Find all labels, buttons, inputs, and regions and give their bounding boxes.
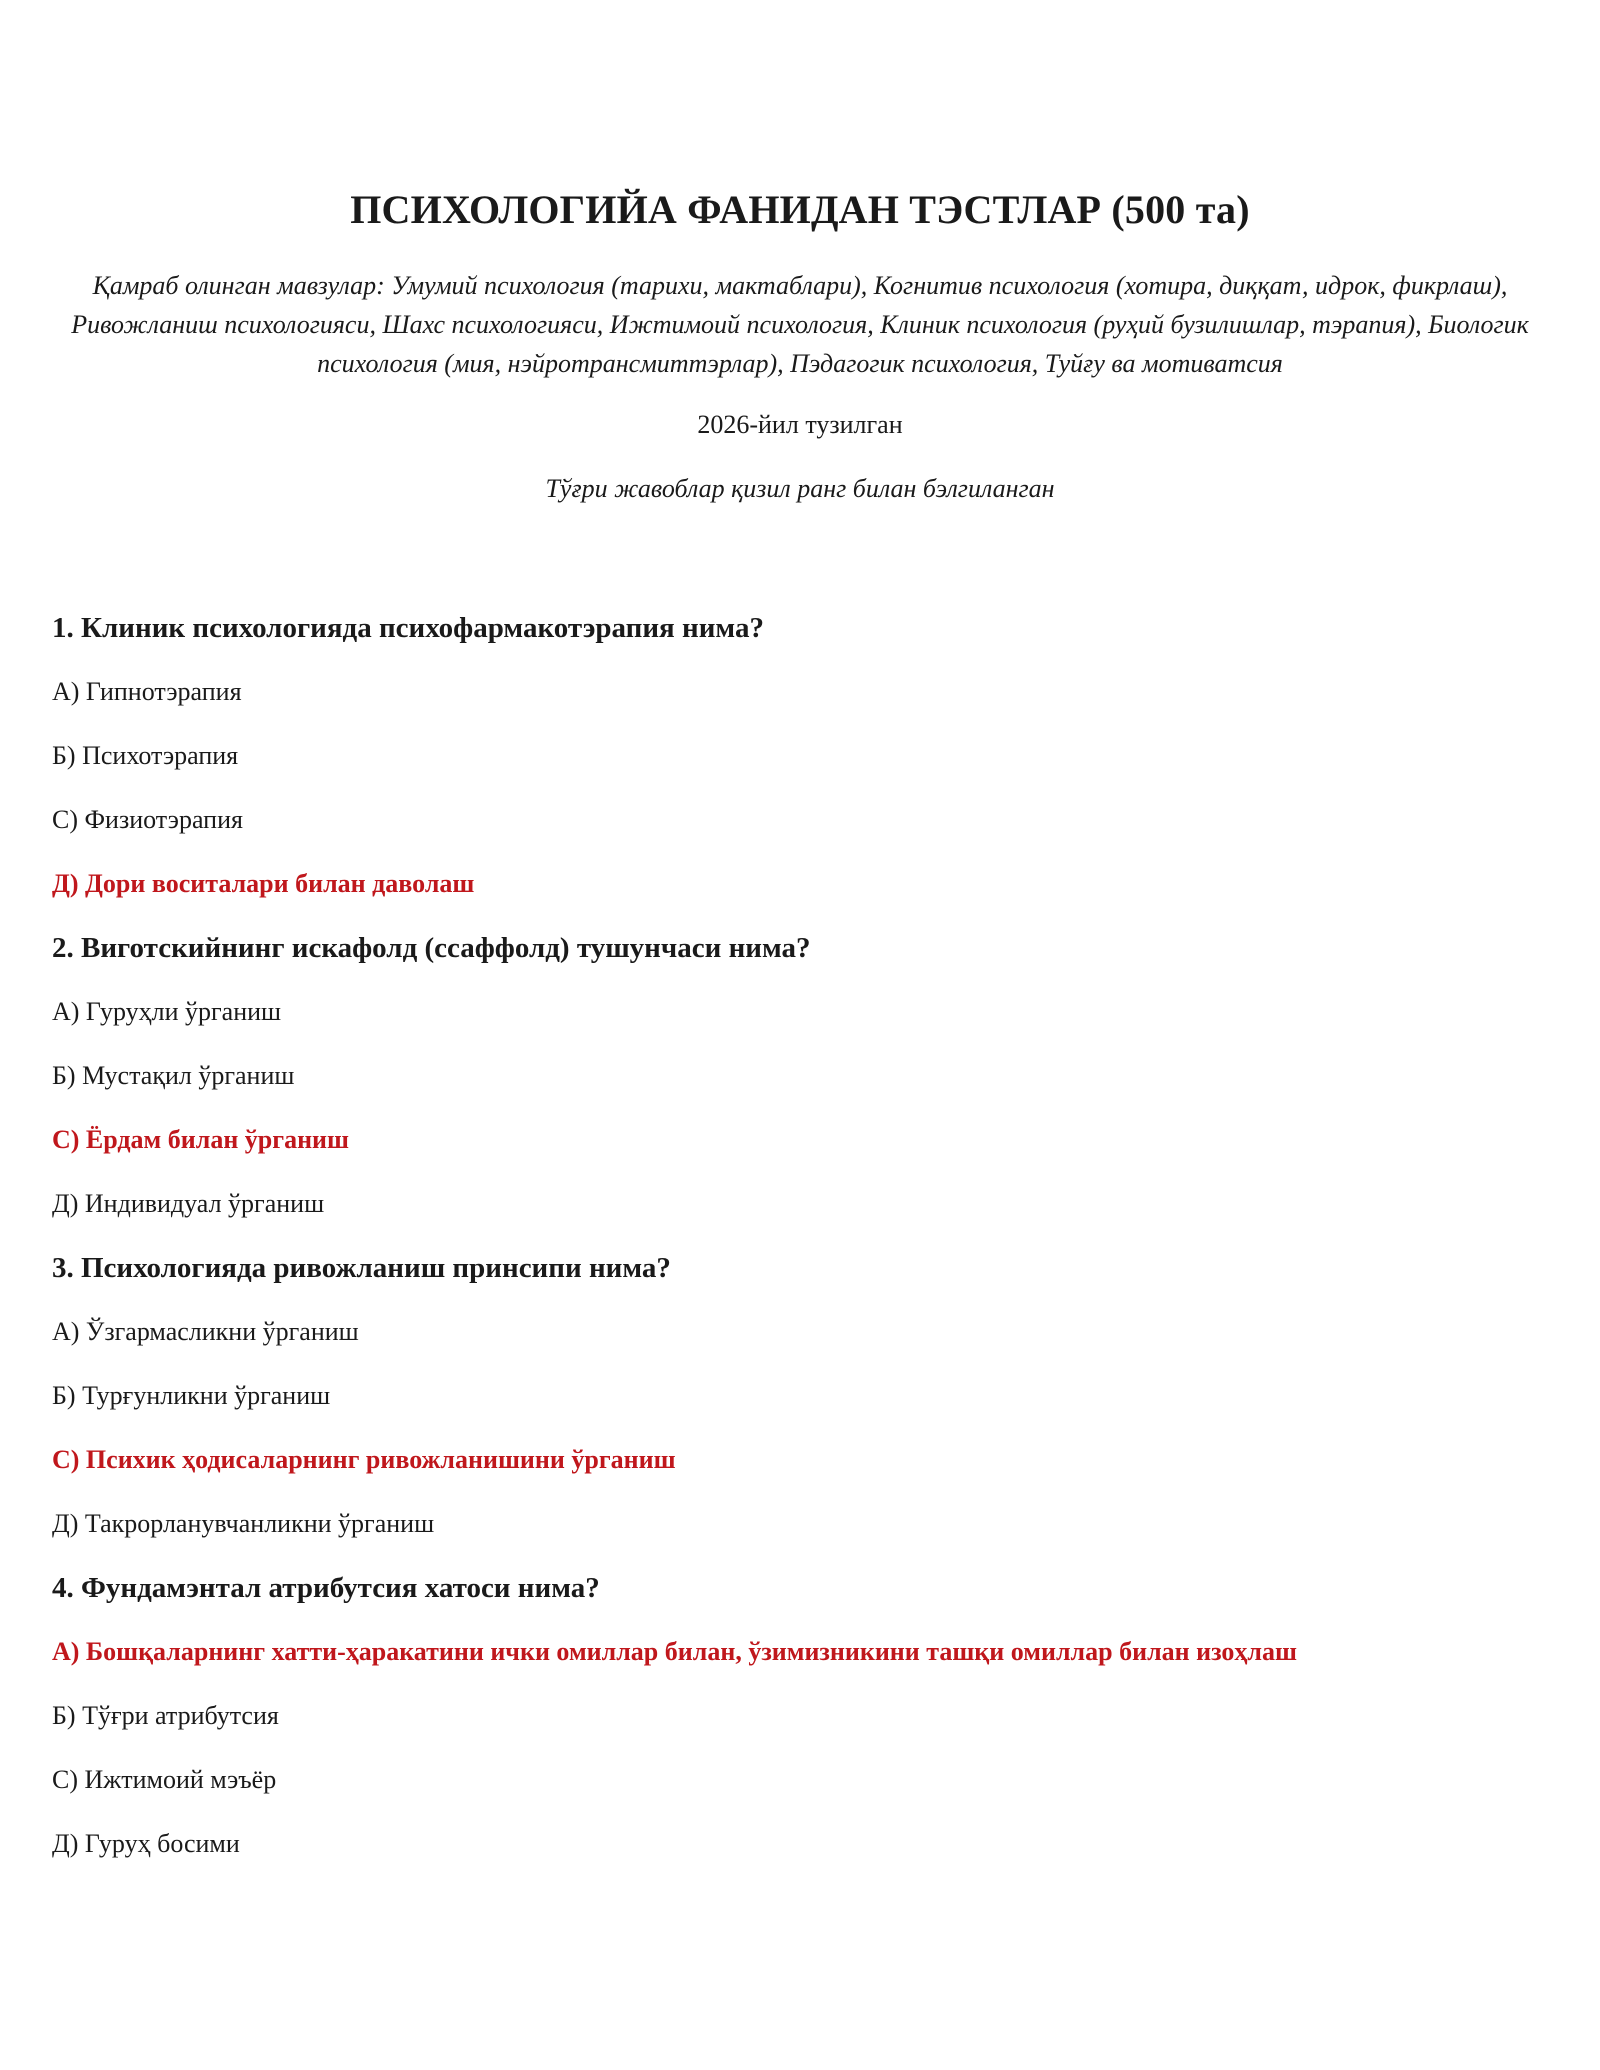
document-title: ПСИХОЛОГИЙА ФАНИДАН ТЭСТЛАР (500 та) (350, 187, 1250, 232)
answer-option: Б) Психотэрапия (52, 741, 239, 770)
question-title: 1. Клиник психологияда психофармакотэрапия нима? (52, 612, 764, 644)
question-title: 3. Психологияда ривожланиш принсипи нима? (52, 1252, 671, 1284)
answer-option: А) Гуруҳли ўрганиш (52, 997, 282, 1026)
question-block (52, 1556, 1552, 1876)
question-block (52, 1236, 1552, 1556)
answer-option-correct: С) Ёрдам билан ўрганиш (52, 1125, 349, 1154)
document-note: Тўғри жавоблар қизил ранг билан бэлгиланган (545, 474, 1055, 503)
answer-option-correct: С) Психик ҳодисаларнинг ривожланишини ўрганиш (52, 1445, 676, 1474)
answer-option: Б) Тўғри атрибутсия (52, 1701, 279, 1730)
question-title: 2. Виготскийнинг искафолд (ссаффолд) тушунчаси нима? (52, 932, 811, 964)
document-subtitle: Қамраб олинган мавзулар: Умумий психология (тарихи, мактаблари), Когнитив психология (хотира, диққат, идрок, фикрлаш), Ривожланиш психологияси, Шахс психологияси, Ижтимоий психология, Клиник психология (руҳий бузилишлар, тэрапия), Биологик психология (мия, нэйротрансмиттэрлар), Пэдагогик психология, Туйғу ва мотиватсия (71, 271, 1529, 378)
answer-option: С) Ижтимоий мэъёр (52, 1765, 277, 1794)
answer-option-correct: А) Бошқаларнинг хатти-ҳаракатини ички омиллар билан, ўзимизникини ташқи омиллар билан изоҳлаш (52, 1637, 1297, 1666)
answer-option: Б) Мустақил ўрганиш (52, 1061, 295, 1090)
answer-option: А) Гипнотэрапия (52, 677, 242, 706)
question-title: 4. Фундамэнтал атрибутсия хатоси нима? (52, 1572, 600, 1604)
question-block (52, 916, 1552, 1236)
answer-option-correct: Д) Дори воситалари билан даволаш (52, 869, 475, 898)
answer-option: Д) Индивидуал ўрганиш (52, 1189, 325, 1218)
answer-option: Д) Гуруҳ босими (52, 1829, 240, 1858)
document-year-line: 2026-йил тузилган (697, 410, 903, 439)
answer-option: Б) Турғунликни ўрганиш (52, 1381, 331, 1410)
question-block (52, 596, 1552, 916)
question-list (52, 596, 1552, 1876)
answer-option: С) Физиотэрапия (52, 805, 243, 834)
answer-option: А) Ўзгармасликни ўрганиш (52, 1317, 359, 1346)
answer-option: Д) Такрорланувчанликни ўрганиш (52, 1509, 435, 1538)
